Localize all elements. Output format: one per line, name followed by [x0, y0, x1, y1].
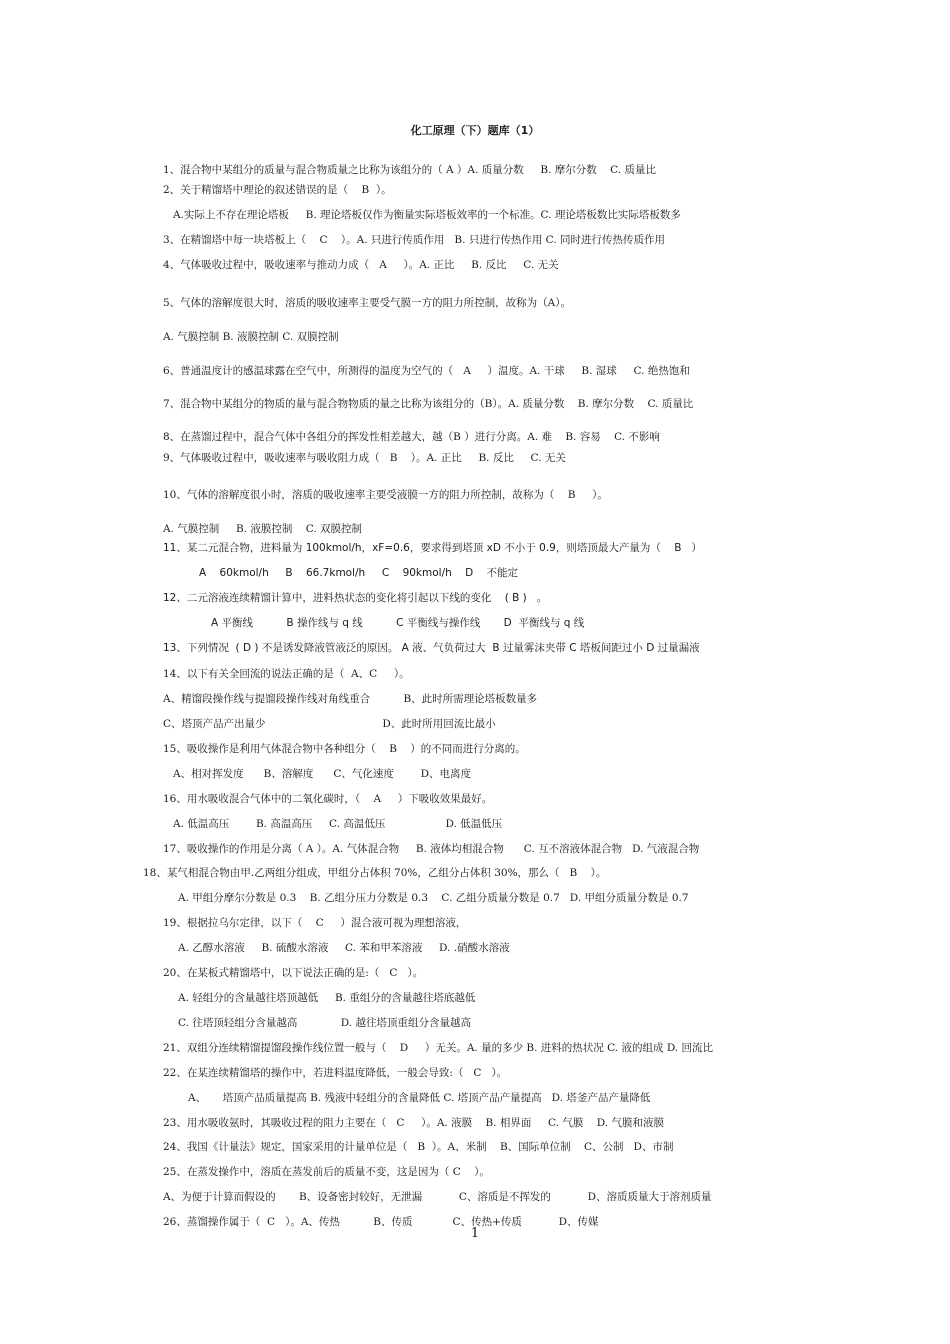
question-18-options: A. 甲组分摩尔分数是 0.3 B. 乙组分压力分数是 0.3 C. 乙组分质量分数是 0.7 D. 甲组分质量分数是 0.7 — [178, 892, 689, 904]
question-5-options: A. 气膜控制 B. 液膜控制 C. 双膜控制 — [163, 331, 339, 343]
question-14-options-ab: A、精馏段操作线与提馏段操作线对角线重合 B、此时所需理论塔板数量多 — [163, 693, 538, 705]
question-12-options: A 平衡线 B 操作线与 q 线 C 平衡线与操作线 D 平衡线与 q 线 — [211, 617, 585, 629]
question-19-options: A. 乙醇水溶液 B. 硫酸水溶液 C. 苯和甲苯溶液 D. .硝酸水溶液 — [178, 942, 510, 954]
question-10: 10、气体的溶解度很小时，溶质的吸收速率主要受液膜一方的阻力所控制，故称为（ B ）。 — [163, 489, 608, 501]
question-16-options: A. 低温高压 B. 高温高压 C. 高温低压 D. 低温低压 — [173, 818, 503, 830]
question-3: 3、在精馏塔中每一块塔板上（ C ）。A. 只进行传质作用 B. 只进行传热作用 C. 同时进行传热传质作用 — [163, 234, 665, 246]
question-2-options: A.实际上不存在理论塔板 B. 理论塔板仅作为衡量实际塔板效率的一个标准。C. 理论塔板数比实际塔板数多 — [173, 209, 681, 221]
question-11-options: A 60kmol/h B 66.7kmol/h C 90kmol/h D 不能定 — [199, 567, 519, 579]
question-22: 22、在某连续精馏塔的操作中，若进料温度降低，一般会导致:（ C ）。 — [163, 1067, 508, 1079]
question-6: 6、普通温度计的感温球露在空气中，所测得的温度为空气的（ A ）温度。A. 干球 B. 湿球 C. 绝热饱和 — [163, 365, 690, 377]
question-8: 8、在蒸馏过程中，混合气体中各组分的挥发性相差越大，越（B ）进行分离。A. 难 B. 容易 C. 不影响 — [163, 431, 660, 443]
question-11: 11、某二元混合物，进料量为 100kmol/h，xF=0.6，要求得到塔顶 xD 不小于 0.9，则塔顶最大产量为（ B ） — [163, 542, 702, 554]
question-10-options: A. 气膜控制 B. 液膜控制 C. 双膜控制 — [163, 523, 363, 535]
question-15: 15、吸收操作是利用气体混合物中各种组分（ B ）的不同而进行分离的。 — [163, 743, 526, 755]
question-9: 9、气体吸收过程中，吸收速率与吸收阻力成（ B ）。A. 正比 B. 反比 C. 无关 — [163, 452, 566, 464]
question-17: 17、吸收操作的作用是分离（ A ）。A. 气体混合物 B. 液体均相混合物 C. 互不溶液体混合物 D. 气液混合物 — [163, 843, 700, 855]
question-22-options: A、 塔顶产品质量提高 B. 残液中轻组分的含量降低 C. 塔顶产品产量提高 D. 塔釜产品产量降低 — [188, 1092, 651, 1104]
question-4: 4、气体吸收过程中，吸收速率与推动力成（ A ）。A. 正比 B. 反比 C. 无关 — [163, 259, 559, 271]
question-25: 25、在蒸发操作中，溶质在蒸发前后的质量不变，这是因为（ C ）。 — [163, 1166, 490, 1178]
question-2: 2、关于精馏塔中理论的叙述错误的是（ B ）。 — [163, 184, 392, 196]
question-12: 12、二元溶液连续精馏计算中，进料热状态的变化将引起以下线的变化 ( B ) 。 — [163, 592, 548, 604]
question-7: 7、混合物中某组分的物质的量与混合物物质的量之比称为该组分的（B）。A. 质量分数 B. 摩尔分数 C. 质量比 — [163, 398, 694, 410]
question-20-options-ab: A. 轻组分的含量越往塔顶越低 B. 重组分的含量越往塔底越低 — [178, 992, 476, 1004]
question-16: 16、用水吸收混合气体中的二氧化碳时，（ A ）下吸收效果最好。 — [163, 793, 493, 805]
question-24: 24、我国《计量法》规定，国家采用的计量单位是（ B ）。A、米制 B、国际单位制 C、公制 D、市制 — [163, 1141, 674, 1153]
question-21: 21、双组分连续精馏提馏段操作线位置一般与（ D ）无关。A. 量的多少 B. 进料的热状况 C. 液的组成 D. 回流比 — [163, 1042, 714, 1054]
question-14-options-cd: C、塔顶产品产出量少 D、此时所用回流比最小 — [163, 718, 496, 730]
question-23: 23、用水吸收氨时，其吸收过程的阻力主要在（ C ）。A. 液膜 B. 相界面 C. 气膜 D. 气膜和液膜 — [163, 1117, 664, 1129]
question-20-options-cd: C. 往塔顶轻组分含量越高 D. 越往塔顶重组分含量越高 — [178, 1017, 471, 1029]
question-18: 18、某气相混合物由甲.乙两组分组成，甲组分占体积 70%，乙组分占体积 30%，那么（ B ）。 — [143, 867, 607, 879]
question-25-options: A、为便于计算而假设的 B、设备密封较好，无泄漏 C、溶质是不挥发的 D、溶质质量大于溶剂质量 — [163, 1191, 712, 1203]
page-number: 1 — [470, 1226, 480, 1241]
question-14: 14、以下有关全回流的说法正确的是（ A、C ）。 — [163, 668, 410, 680]
page-title: 化工原理（下）题库（1） — [410, 124, 540, 137]
question-5: 5、气体的溶解度很大时，溶质的吸收速率主要受气膜一方的阻力所控制，故称为（A）。 — [163, 297, 572, 309]
question-19: 19、根据拉乌尔定律，以下（ C ）混合液可视为理想溶液， — [163, 917, 467, 929]
question-13: 13、下列情况 ( D ) 不是诱发降液管液泛的原因。 A 液、气负荷过大 B 过量雾沫夹带 C 塔板间距过小 D 过量漏液 — [163, 642, 700, 654]
question-15-options: A、相对挥发度 B、溶解度 C、气化速度 D、电离度 — [173, 768, 472, 780]
question-20: 20、在某板式精馏塔中，以下说法正确的是:（ C ）。 — [163, 967, 424, 979]
question-26: 26、蒸馏操作属于（ C ）。A、传热 B、传质 C、传热+传质 D、传媒 — [163, 1216, 599, 1228]
question-1: 1、混合物中某组分的质量与混合物质量之比称为该组分的（ A ）A. 质量分数 B. 摩尔分数 C. 质量比 — [163, 164, 656, 176]
